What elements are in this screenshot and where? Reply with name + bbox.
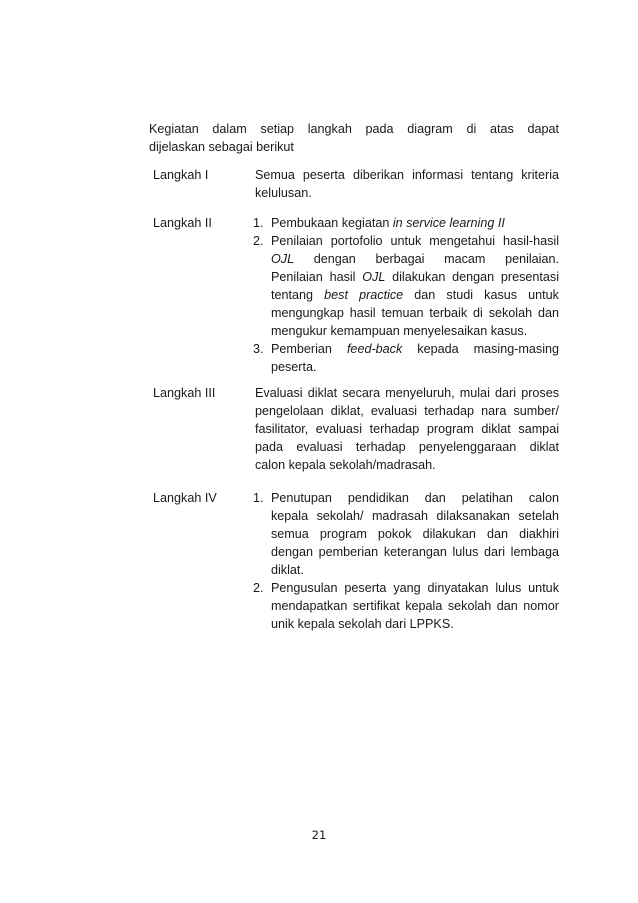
step-list xyxy=(255,214,559,376)
step-label: Langkah II xyxy=(153,216,212,230)
page-number: 21 xyxy=(311,828,327,842)
step-list xyxy=(255,489,559,633)
body-line xyxy=(271,268,559,286)
body-line: pada evaluasi terhadap penyelenggaraan diklat xyxy=(255,440,559,454)
italic-term: in service learning II xyxy=(392,216,505,230)
body-line: Semua peserta diberikan informasi tentang kriteria xyxy=(255,168,559,182)
body-line xyxy=(271,340,559,358)
body-line: mendapatkan sertifikat kepala sekolah dan nomor xyxy=(271,599,559,613)
list-item xyxy=(255,579,559,633)
body-line xyxy=(271,214,559,232)
step-label: Langkah III xyxy=(153,386,216,400)
body-line: diklat. xyxy=(271,563,304,577)
body-line: semua program pokok dilakukan dan diakhiri xyxy=(271,527,559,541)
list-number: 2. xyxy=(253,581,264,595)
list-item xyxy=(255,214,559,232)
text-run: Penilaian hasil xyxy=(271,270,363,284)
text-run: dengan berbagai macam penilaian. xyxy=(294,252,559,266)
body-line: unik kepala sekolah dari LPPKS. xyxy=(271,617,454,631)
text-run: Pembukaan kegiatan xyxy=(271,216,393,230)
body-line xyxy=(271,250,559,268)
body-line: Penilaian portofolio untuk mengetahui hasil-hasil xyxy=(271,234,559,248)
body-line: Penutupan pendidikan dan pelatihan calon xyxy=(271,491,559,505)
italic-term: best practice xyxy=(324,288,404,302)
list-number: 3. xyxy=(253,342,264,356)
step-body xyxy=(255,489,559,633)
text-run: dilakukan dengan presentasi xyxy=(385,270,559,284)
step-label: Langkah IV xyxy=(153,491,217,505)
list-item xyxy=(255,232,559,340)
body-line: peserta. xyxy=(271,360,317,374)
list-item xyxy=(255,340,559,376)
list-number: 1. xyxy=(253,216,264,230)
body-line: dengan pemberian keterangan lulus dari lembaga xyxy=(271,545,559,559)
text-run: tentang xyxy=(271,288,325,302)
step-body xyxy=(255,214,559,376)
body-line: pengelolaan diklat, evaluasi terhadap nara sumber/ xyxy=(255,404,559,418)
body-line: fasilitator, evaluasi terhadap program diklat sampai xyxy=(255,422,559,436)
step-body xyxy=(255,166,559,202)
body-line: kepala sekolah/ madrasah dilaksanakan setelah xyxy=(271,509,559,523)
intro-line: Kegiatan dalam setiap langkah pada diagram di atas dapat xyxy=(149,122,559,136)
text-run: kepada masing-masing xyxy=(402,342,559,356)
step-label: Langkah I xyxy=(153,168,209,182)
body-line: mengukur kemampuan menyelesaikan kasus. xyxy=(271,324,528,338)
list-number: 2. xyxy=(253,234,264,248)
body-line: calon kepala sekolah/madrasah. xyxy=(255,458,436,472)
body-line: mengungkap hasil temuan terbaik di sekolah dan xyxy=(271,306,559,320)
intro-line: dijelaskan sebagai berikut xyxy=(149,140,294,154)
intro-paragraph xyxy=(149,120,559,156)
italic-term: feed-back xyxy=(346,342,403,356)
italic-term: OJL xyxy=(362,270,386,284)
body-line: Evaluasi diklat secara menyeluruh, mulai dari proses xyxy=(255,386,559,400)
body-line: Pengusulan peserta yang dinyatakan lulus untuk xyxy=(271,581,559,595)
list-item xyxy=(255,489,559,579)
body-line: kelulusan. xyxy=(255,186,312,200)
body-line xyxy=(271,286,559,304)
step-body xyxy=(255,384,559,474)
list-number: 1. xyxy=(253,491,264,505)
italic-term: OJL xyxy=(271,252,295,266)
text-run: dan studi kasus untuk xyxy=(403,288,559,302)
text-run: Pemberian xyxy=(271,342,347,356)
